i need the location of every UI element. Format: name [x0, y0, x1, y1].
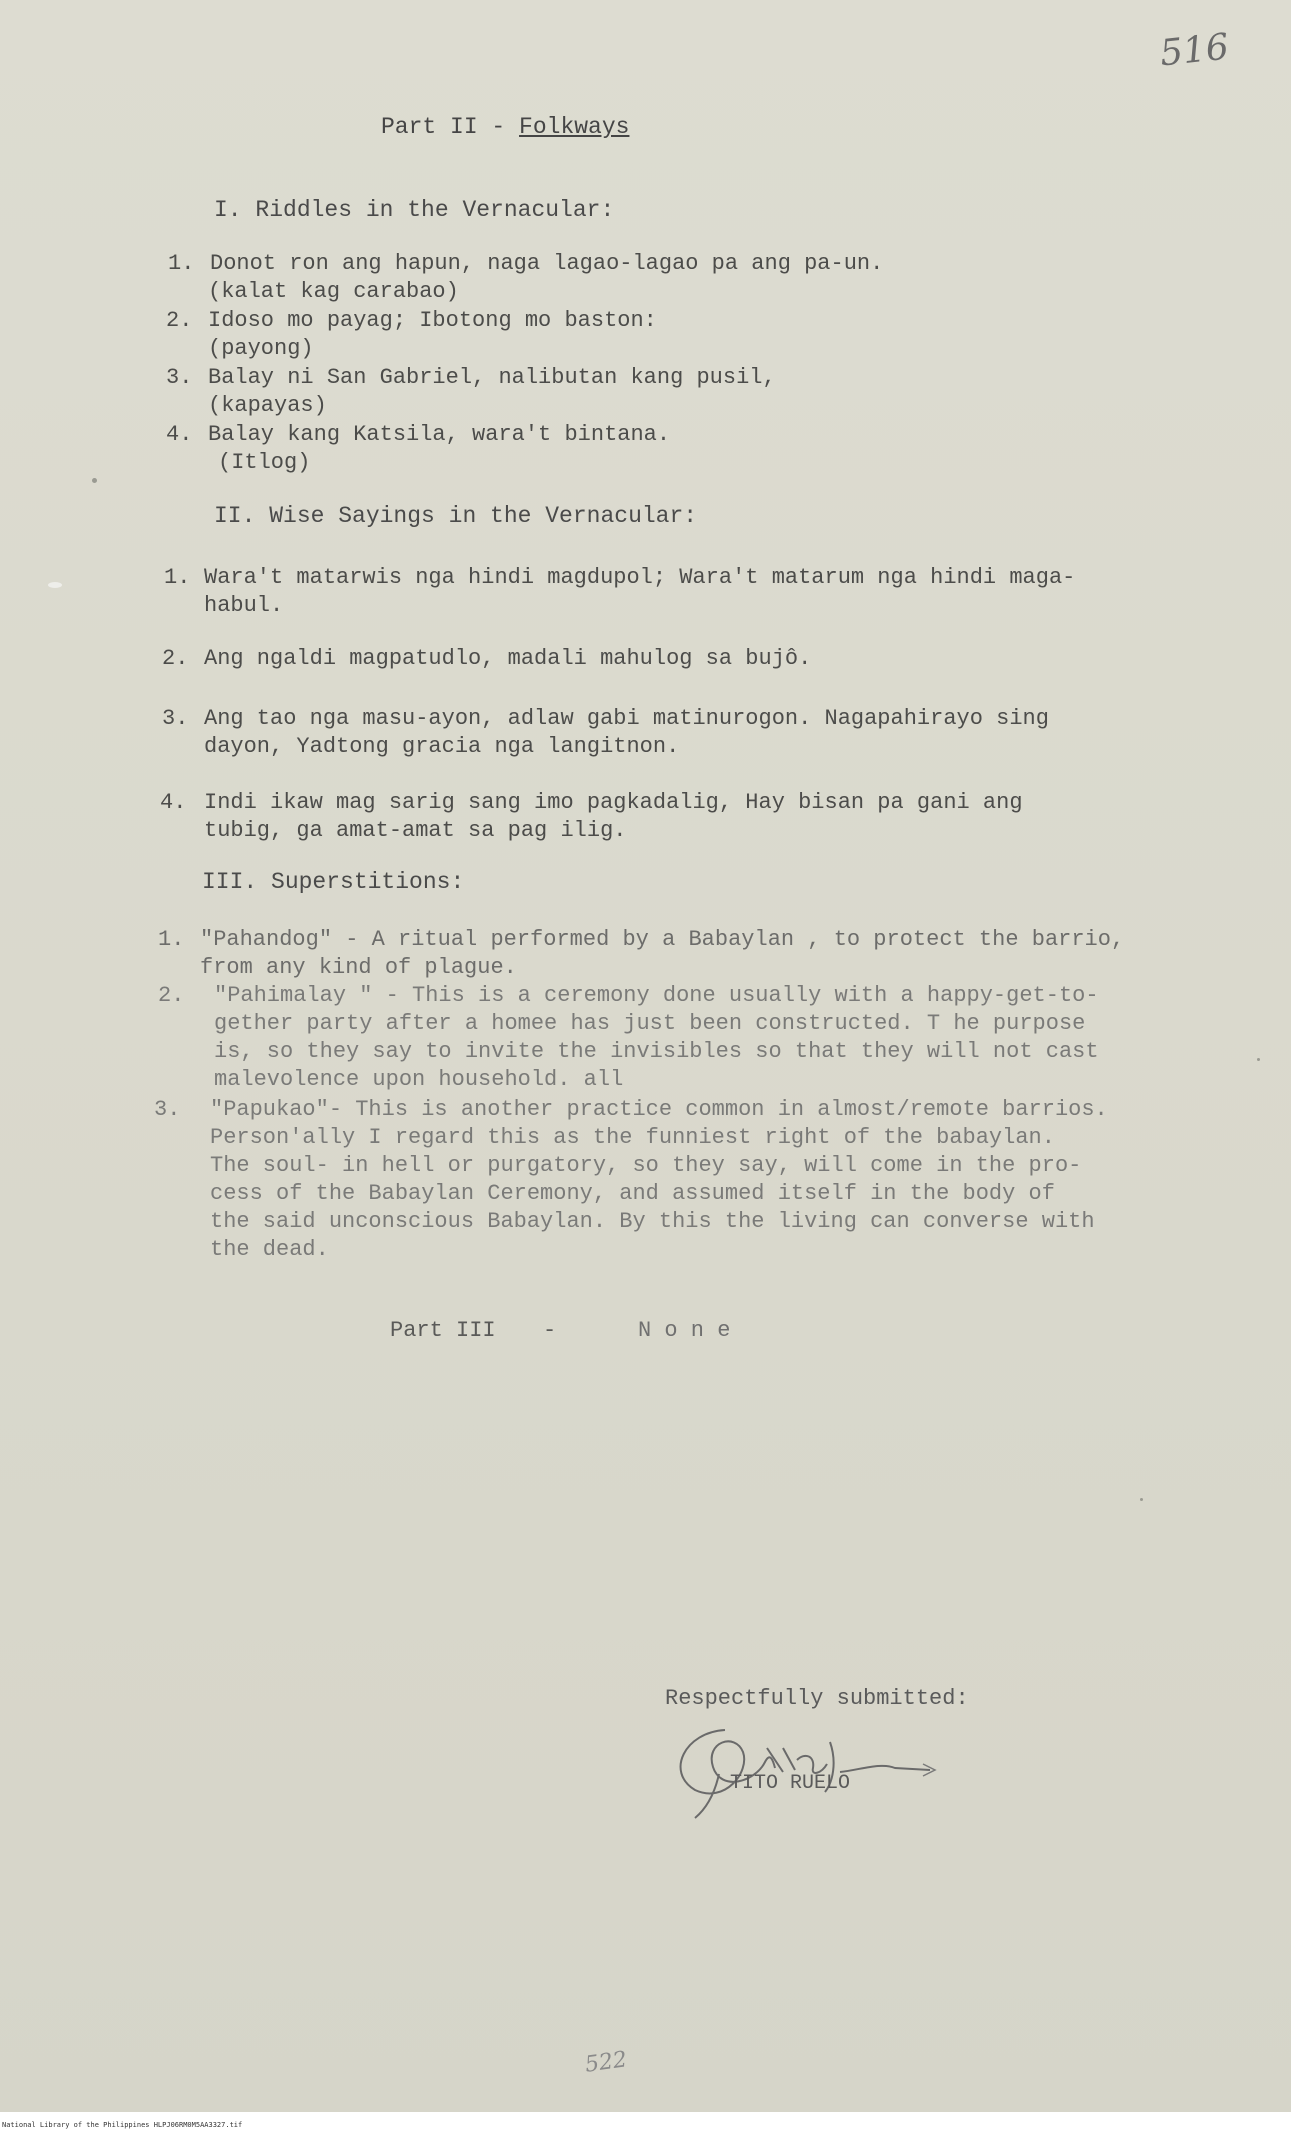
riddle-answer: (kapayas)	[208, 393, 327, 418]
riddle-line: Balay ni San Gabriel, nalibutan kang pusil,	[208, 365, 776, 390]
title-prefix: Part II -	[381, 114, 520, 140]
page-number-mark: 516	[1158, 26, 1231, 75]
paper-speck	[48, 582, 62, 588]
superstition-line: malevolence upon household. all	[214, 1067, 624, 1092]
superstition-line: the said unconscious Babaylan. By this the living can converse with	[210, 1209, 1095, 1234]
riddle-number: 3.	[166, 365, 193, 390]
superstition-number: 1.	[158, 927, 185, 952]
superstition-line: "Pahandog" - A ritual performed by a Babaylan , to protect the barrio,	[200, 927, 1125, 952]
riddle-answer: (Itlog)	[218, 450, 311, 475]
saying-line: Wara't matarwis nga hindi magdupol; Wara't matarum nga hindi maga-	[204, 565, 1076, 590]
riddle-number: 1.	[168, 251, 195, 276]
riddle-answer: (payong)	[208, 336, 314, 361]
sayings-heading: II. Wise Sayings in the Vernacular:	[214, 503, 698, 529]
superstitions-heading: III. Superstitions:	[202, 869, 465, 895]
paper-speck	[1140, 1498, 1143, 1501]
saying-number: 3.	[162, 706, 189, 731]
paper-speck	[1257, 1058, 1260, 1061]
saying-line: Indi ikaw mag sarig sang imo pagkadalig, Hay bisan pa gani ang	[204, 790, 1023, 815]
superstition-line: cess of the Babaylan Ceremony, and assumed itself in the body of	[210, 1181, 1055, 1206]
saying-line-cont: habul.	[204, 593, 284, 618]
superstition-number: 3.	[154, 1097, 181, 1122]
saying-line: Ang tao nga masu-ayon, adlaw gabi matinurogon. Nagapahirayo sing	[204, 706, 1049, 731]
saying-line-cont: tubig, ga amat-amat sa pag ilig.	[204, 818, 627, 843]
signatory-name: TITO RUELO	[730, 1772, 851, 1795]
bottom-page-mark: 522	[583, 2047, 629, 2078]
page-title	[381, 114, 629, 140]
closing-text: Respectfully submitted:	[665, 1686, 969, 1711]
superstition-line: "Pahimalay " - This is a ceremony done usually with a happy-get-to-	[214, 983, 1099, 1008]
saying-number: 4.	[160, 790, 187, 815]
paper-speck	[92, 478, 97, 483]
superstition-number: 2.	[158, 983, 185, 1008]
riddle-line: Donot ron ang hapun, naga lagao-lagao pa ang pa-un.	[210, 251, 884, 276]
riddle-answer: (kalat kag carabao)	[208, 279, 459, 304]
superstition-line: gether party after a homee has just been constructed. T he purpose	[214, 1011, 1086, 1036]
saying-number: 2.	[162, 646, 189, 671]
riddles-heading: I. Riddles in the Vernacular:	[214, 197, 615, 223]
title-underlined: Folkways	[519, 114, 630, 140]
riddle-number: 4.	[166, 422, 193, 447]
part3-dash: -	[543, 1318, 557, 1343]
saying-line: Ang ngaldi magpatudlo, madali mahulog sa bujô.	[204, 646, 812, 671]
riddle-line: Balay kang Katsila, wara't bintana.	[208, 422, 671, 447]
part3-label: Part III	[390, 1318, 496, 1343]
handwritten-signature	[655, 1712, 955, 1822]
superstition-line: Person'ally I regard this as the funniest right of the babaylan.	[210, 1125, 1055, 1150]
footer-caption: National Library of the Philippines HLPJ06RM0M5AA3327.tif	[2, 2121, 243, 2129]
superstition-line: from any kind of plague.	[200, 955, 517, 980]
superstition-line: The soul- in hell or purgatory, so they say, will come in the pro-	[210, 1153, 1082, 1178]
superstition-line: is, so they say to invite the invisibles so that they will not cast	[214, 1039, 1099, 1064]
superstition-line: the dead.	[210, 1237, 329, 1262]
part3-value: N o n e	[638, 1318, 731, 1343]
riddle-line: Idoso mo payag; Ibotong mo baston:	[208, 308, 657, 333]
riddle-number: 2.	[166, 308, 193, 333]
superstition-line: "Papukao"- This is another practice common in almost/remote barrios.	[210, 1097, 1108, 1122]
saying-line-cont: dayon, Yadtong gracia nga langitnon.	[204, 734, 680, 759]
saying-number: 1.	[164, 565, 191, 590]
